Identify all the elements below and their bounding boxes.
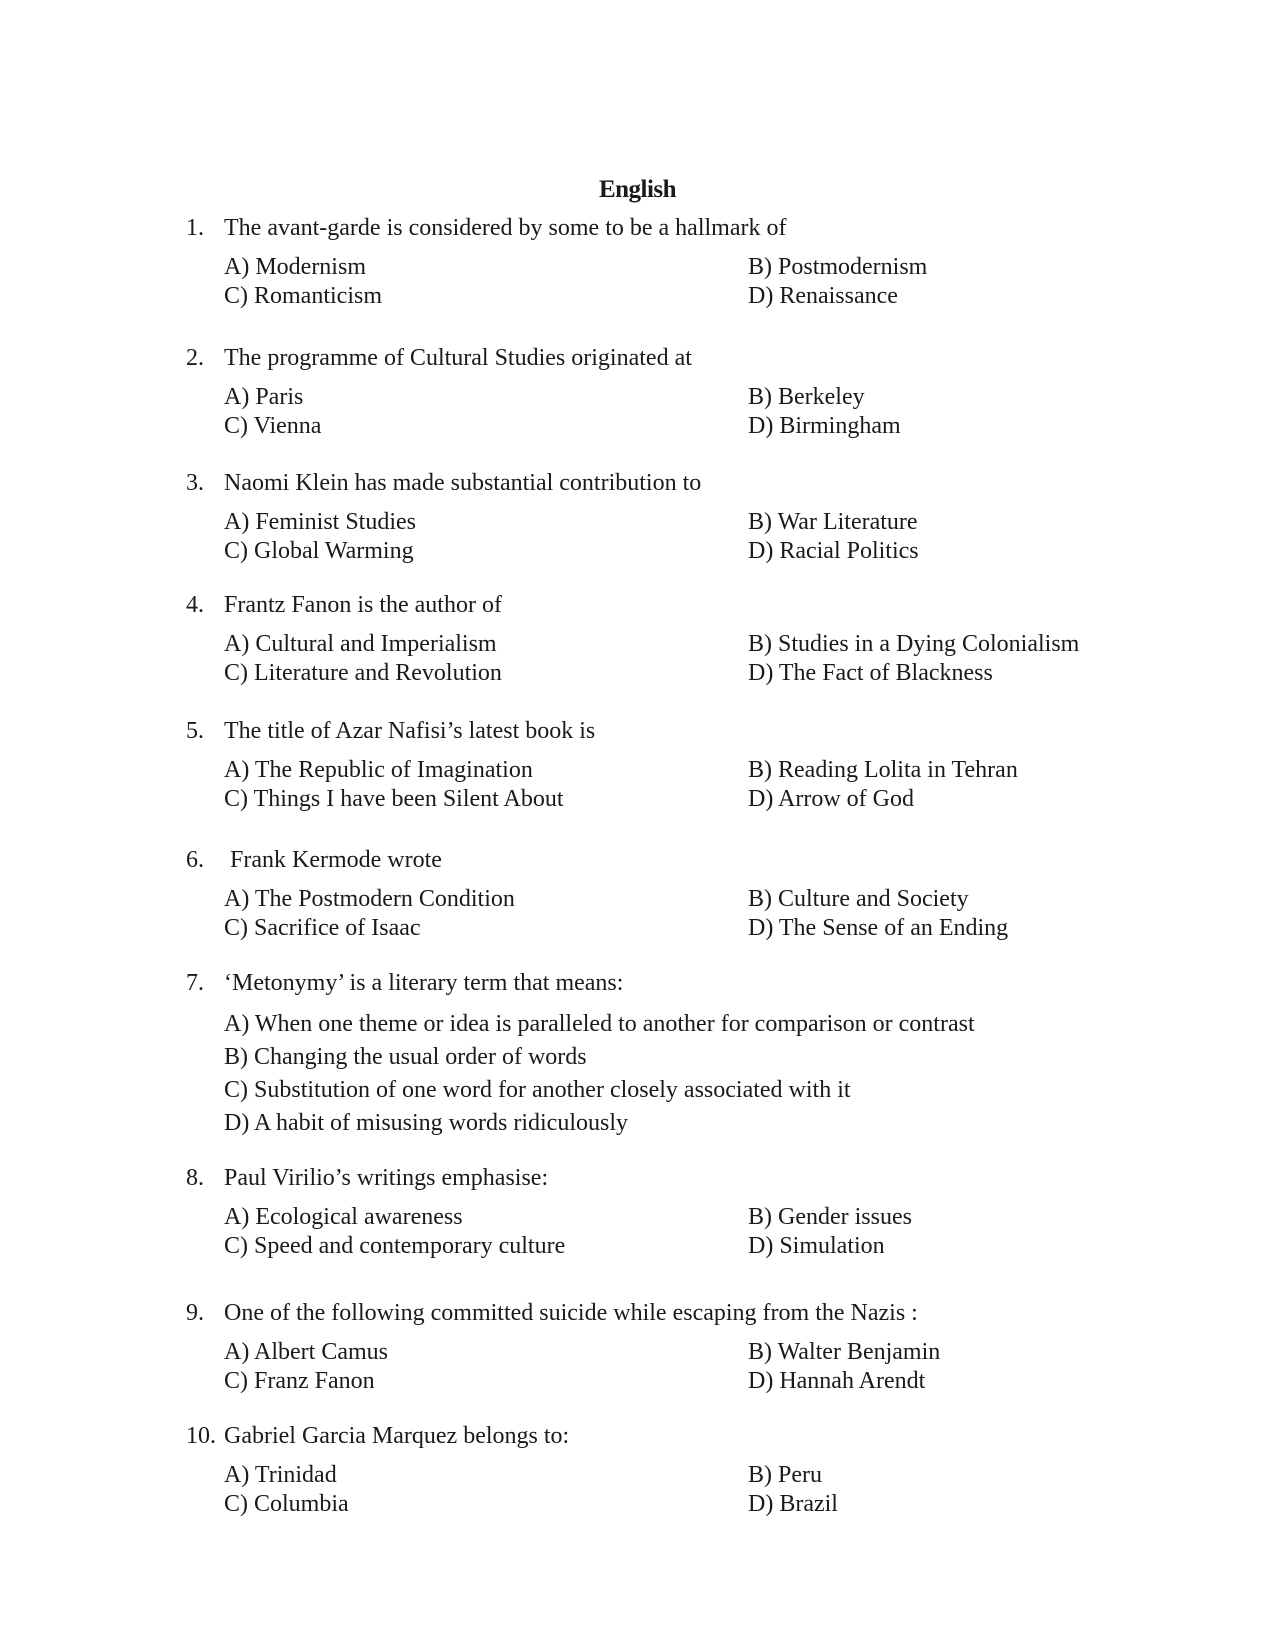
option-d: D) The Fact of Blackness <box>748 660 993 686</box>
question-1 <box>186 213 1086 311</box>
option-a: A) Cultural and Imperialism <box>224 631 497 657</box>
option-a: A) Albert Camus <box>224 1339 388 1365</box>
option-b: B) Reading Lolita in Tehran <box>748 757 1018 783</box>
option-d: D) Brazil <box>748 1491 838 1517</box>
question-10 <box>186 1421 1086 1519</box>
question-3 <box>186 468 1086 566</box>
question-4 <box>186 590 1086 688</box>
option-d: D) Racial Politics <box>748 538 919 564</box>
option-b: B) Culture and Society <box>748 886 969 912</box>
option-a: A) The Republic of Imagination <box>224 757 533 783</box>
option-a: A) Paris <box>224 384 304 410</box>
question-text: One of the following committed suicide while escaping from the Nazis : <box>224 1300 918 1326</box>
question-number: 5. <box>186 718 204 744</box>
options <box>224 1461 1086 1519</box>
option-b: B) War Literature <box>748 509 918 535</box>
option-d: D) Birmingham <box>748 413 901 439</box>
options <box>224 885 1086 943</box>
option-c: C) Speed and contemporary culture <box>224 1233 566 1259</box>
question-number: 2. <box>186 345 204 371</box>
question-number: 1. <box>186 215 204 241</box>
question-number: 9. <box>186 1300 204 1326</box>
option-a: A) Feminist Studies <box>224 509 417 535</box>
option-c: C) Romanticism <box>224 283 382 309</box>
option-d: D) Renaissance <box>748 283 898 309</box>
options <box>224 508 1086 566</box>
question-number: 3. <box>186 470 204 496</box>
question-stem <box>186 343 1086 373</box>
question-6 <box>186 845 1086 943</box>
question-text: The avant-garde is considered by some to be a hallmark of <box>224 215 787 241</box>
question-stem <box>186 845 1086 875</box>
option-b: B) Changing the usual order of words <box>224 1044 587 1070</box>
question-number: 7. <box>186 970 204 996</box>
question-text: The title of Azar Nafisi’s latest book is <box>224 718 596 744</box>
option-c: C) Franz Fanon <box>224 1368 375 1394</box>
question-stem <box>186 468 1086 498</box>
question-stem <box>186 716 1086 746</box>
question-stem <box>186 1163 1086 1193</box>
options <box>224 630 1086 688</box>
options <box>224 756 1086 814</box>
option-c: C) Global Warming <box>224 538 414 564</box>
option-b: B) Studies in a Dying Colonialism <box>748 631 1080 657</box>
option-c: C) Columbia <box>224 1491 349 1517</box>
options <box>224 1338 1086 1396</box>
options <box>224 1203 1086 1261</box>
options <box>224 383 1086 441</box>
question-text: Gabriel Garcia Marquez belongs to: <box>224 1423 570 1449</box>
question-text: Frantz Fanon is the author of <box>224 592 502 618</box>
option-b: B) Gender issues <box>748 1204 912 1230</box>
option-d: D) A habit of misusing words ridiculously <box>224 1110 628 1136</box>
question-text: ‘Metonymy’ is a literary term that means: <box>224 970 624 996</box>
question-text: Paul Virilio’s writings emphasise: <box>224 1165 549 1191</box>
question-stem <box>186 968 1086 998</box>
question-number: 10. <box>186 1423 216 1449</box>
options <box>224 253 1086 311</box>
question-8 <box>186 1163 1086 1261</box>
question-5 <box>186 716 1086 814</box>
option-c: C) Vienna <box>224 413 322 439</box>
question-number: 4. <box>186 592 204 618</box>
option-b: B) Postmodernism <box>748 254 928 280</box>
question-text: The programme of Cultural Studies originated at <box>224 345 692 371</box>
option-a: A) Ecological awareness <box>224 1204 463 1230</box>
question-stem <box>186 1421 1086 1451</box>
question-9 <box>186 1298 1086 1396</box>
options <box>224 1008 1086 1140</box>
page-title: English <box>598 176 677 203</box>
option-b: B) Walter Benjamin <box>748 1339 941 1365</box>
option-d: D) Hannah Arendt <box>748 1368 926 1394</box>
option-d: D) The Sense of an Ending <box>748 915 1009 941</box>
option-d: D) Arrow of God <box>748 786 914 812</box>
option-c: C) Sacrifice of Isaac <box>224 915 421 941</box>
question-stem <box>186 1298 1086 1328</box>
option-a: A) When one theme or idea is paralleled to another for comparison or contrast <box>224 1011 975 1037</box>
question-2 <box>186 343 1086 441</box>
question-stem <box>186 213 1086 243</box>
option-a: A) Modernism <box>224 254 366 280</box>
question-number: 8. <box>186 1165 204 1191</box>
option-b: B) Berkeley <box>748 384 865 410</box>
option-c: C) Literature and Revolution <box>224 660 502 686</box>
option-a: A) Trinidad <box>224 1462 337 1488</box>
question-number: 6. <box>186 847 204 873</box>
question-7 <box>186 968 1086 1140</box>
option-c: C) Substitution of one word for another closely associated with it <box>224 1077 851 1103</box>
option-a: A) The Postmodern Condition <box>224 886 515 912</box>
question-stem <box>186 590 1086 620</box>
question-text: Naomi Klein has made substantial contribution to <box>224 470 702 496</box>
option-c: C) Things I have been Silent About <box>224 786 564 812</box>
option-d: D) Simulation <box>748 1233 885 1259</box>
question-text: Frank Kermode wrote <box>224 847 442 873</box>
option-b: B) Peru <box>748 1462 822 1488</box>
